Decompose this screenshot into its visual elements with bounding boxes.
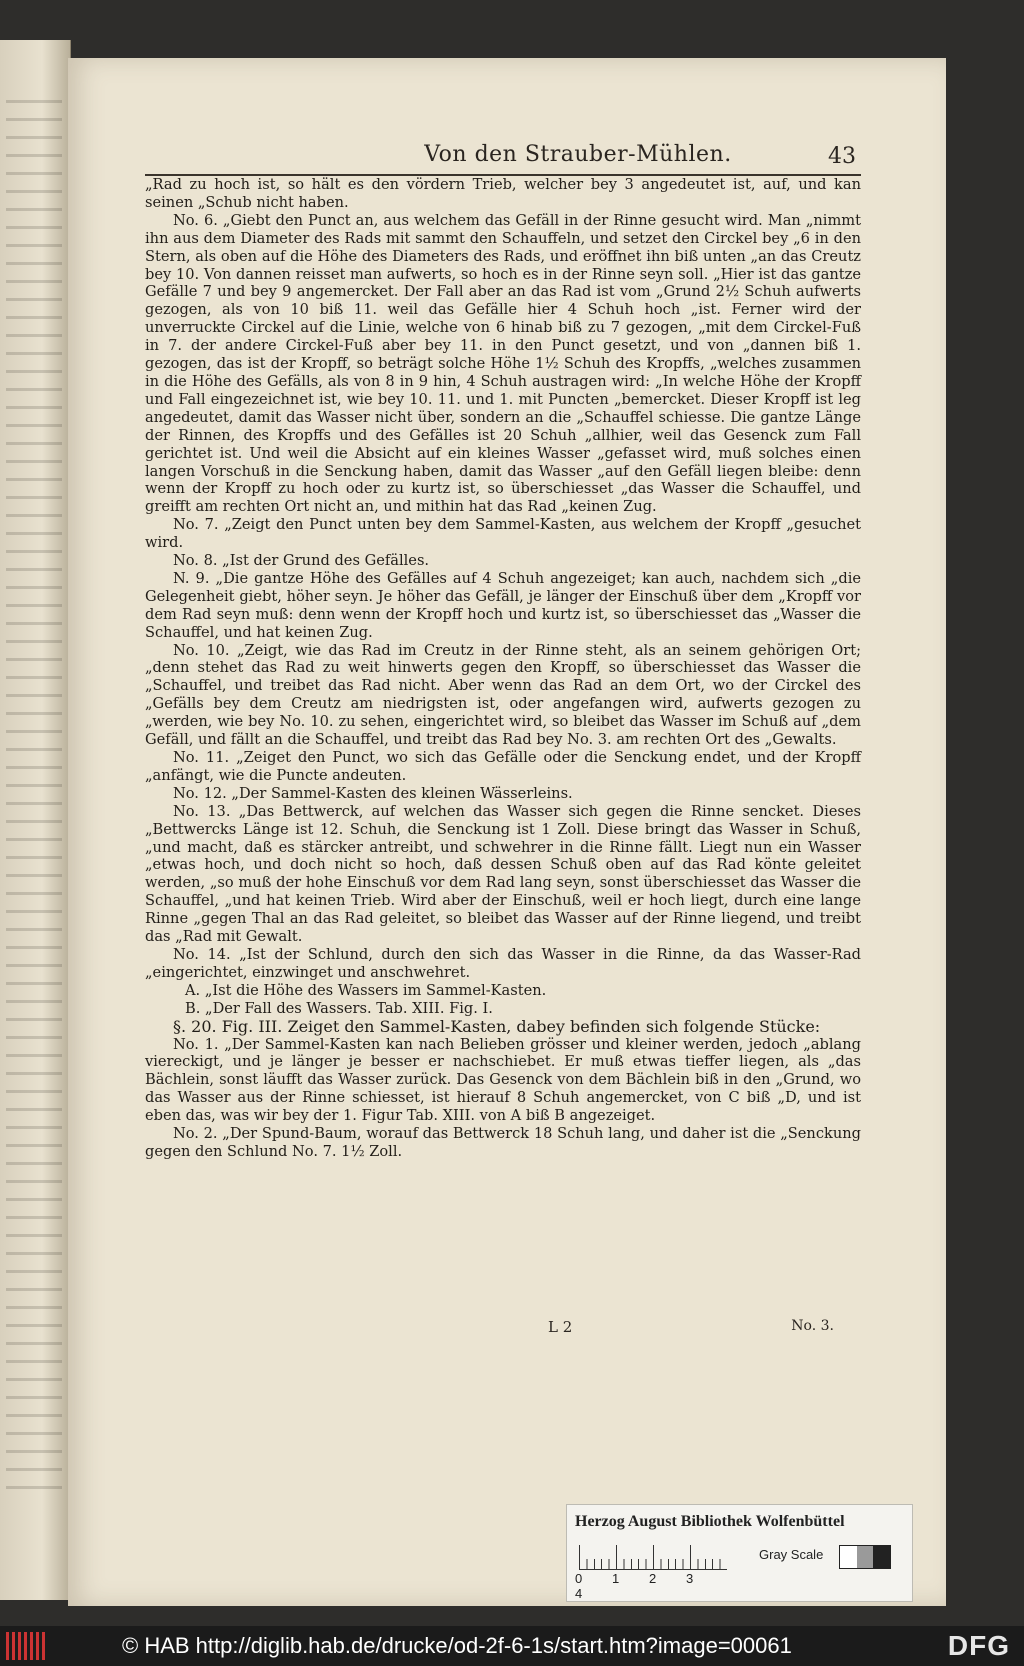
- scale-digit: 3: [686, 1571, 694, 1586]
- scale-digit: 0: [575, 1571, 583, 1586]
- dfg-logo: DFG: [947, 1630, 1010, 1661]
- paragraph-no-7: No. 7. „Zeigt den Punct unten bey dem Sammel-Kasten, aus welchem der Kropff „gesuchet wird.: [145, 516, 861, 552]
- grayscale-swatches: [839, 1545, 891, 1569]
- paragraph-no-8: No. 8. „Ist der Grund des Gefälles.: [173, 552, 430, 570]
- paragraph-no-1: No. 1. „Der Sammel-Kasten kan nach Belieben grösser und kleiner werden, jedoch „ablang viereckigt, und je länger je besser er nachschiebet. Er muß etwas tieffer liegen, als „das Bächlein, sonst läufft das Wasser zurück. Das Gesenck von dem Bächlein biß in den „Grund, wo das Wasser aus der Rinne schiesset, ist hierauf 8 Schuh angemercket, von C biß „D, und ist eben das, was wir bey der 1. Figur Tab. XIII. von A biß B angezeiget.: [145, 1035, 861, 1125]
- body-text: [145, 176, 861, 1161]
- page-number: 43: [828, 144, 856, 169]
- paragraph-no-11: No. 11. „Zeiget den Punct, wo sich das Gefälle oder die Senckung endet, und der Kropff „anfängt, wie die Puncte andeuten.: [145, 749, 861, 784]
- hab-logo-icon: [6, 1632, 46, 1660]
- signature-mark: L 2: [548, 1318, 573, 1336]
- paragraph-no-14: No. 14. „Ist der Schlund, durch den sich das Wasser in die Rinne, da das Wasser-Rad „eingerichtet, einzwinget und anschwehret.: [145, 945, 861, 981]
- viewer-footer: [0, 1626, 1024, 1666]
- gray-swatch: [873, 1546, 890, 1568]
- library-label: [566, 1504, 913, 1602]
- section-20-heading: §. 20. Fig. III. Zeiget den Sammel-Kasten, dabey befinden sich folgende Stücke:: [173, 1016, 821, 1036]
- running-head: Von den Strauber-Mühlen.: [424, 142, 732, 167]
- paragraph: „Rad zu hoch ist, so hält es den vördern Trieb, welcher bey 3 angedeutet ist, auf, und kan seinen „Schub nicht haben.: [145, 176, 861, 211]
- scale-ruler: [579, 1545, 727, 1570]
- paragraph-no-6: No. 6. „Giebt den Punct an, aus welchem das Gefäll in der Rinne gesucht wird. Man „nimmt ihn aus dem Diameter des Rads mit sammt den Schauffeln, und setzet den Circkel bey „6 in den Stern, als oben auf die Höhe des Diameters des Rads, und eröffnet ihn biß unten „an das Creutz bey 10. Von dannen reisset man aufwerts, so hoch es in der Rinne seyn soll. „Hier ist das gantze Gefälle 7 und bey 9 angemercket. Der Fall aber an das Rad ist vom „Grund 2½ Schuh aufwerts gezogen, als von 10 biß 11. weil das Gefälle hier 4 Schuh hoch „ist. Ferner wird der unverruckte Circkel auf die Linie, welche von 6 hinab biß zu 7 gezogen, „mit dem Circkel-Fuß in 7. der andere Circkel-Fuß aber bey 11. in den Punct gesetzt, und von „dannen biß 1. gezogen, das ist der Kropff, so beträgt solche Höhe 1½ Schuh des Kropffs, „welches zusammen in die Höhe des Gefälls, als von 8 in 9 hin, 4 Schuh austragen wird: „In welche Höhe der Kropff und Fall eingezeichnet ist, wie bey 10. 11. und 1. mit Puncten „bemercket. Dieser Kropff ist leg angedeutet, damit das Wasser nicht über, sondern an die „Schauffel schiesse. Die gantze Länge der Rinnen, des Kropffs und des Gefälles ist 20 Schuh „allhier, weil das Gesenck zum Fall gerichtet ist. Und weil die Absicht auf ein kleines Wasser „gefasset wird, muß solches einen langen Vorschuß in die Senckung haben, damit das Wasser „auf den Gefäll liegen bleibe: denn wenn der Kropff zu hoch oder zu kurtz ist, so überschiesset „das Wasser die Schauffel, und greifft am rechten Ort nicht an, und mithin hat das Rad „keinen Zug.: [145, 211, 861, 516]
- permalink-url[interactable]: © HAB http://diglib.hab.de/drucke/od-2f-6-1s/start.htm?image=00061: [122, 1633, 792, 1658]
- catchword: No. 3.: [791, 1318, 834, 1334]
- library-name: Herzog August Bibliothek Wolfenbüttel: [575, 1513, 845, 1530]
- scale-digit: 1: [612, 1571, 620, 1586]
- paragraph-no-10: No. 10. „Zeigt, wie das Rad im Creutz in der Rinne steht, als an seinem gehörigen Ort; „denn stehet das Rad zu weit hinwerts gegen den Kropff, so überschiesset das Wasser die „Schauffel, und treibet das Rad nicht. Aber wenn das Rad an dem Ort, wo der Circkel des „Gefälls bey dem Creutz am niedrigsten ist, oder angefangen wird, aufwerts gezogen zu „werden, wie bey No. 10. zu sehen, eingerichtet wird, so bleibet das Wasser im Schuß auf „dem Gefäll, und fällt an die Schauffel, und treibt das Rad bey No. 3. am rechten Ort des „Gewalts.: [145, 641, 861, 749]
- scale-digit: 4: [575, 1586, 583, 1601]
- gray-swatch: [840, 1546, 857, 1568]
- paragraph-no-12: No. 12. „Der Sammel-Kasten des kleinen Wässerleins.: [173, 784, 573, 802]
- paragraph-no-13: No. 13. „Das Bettwerck, auf welchen das Wasser sich gegen die Rinne sencket. Dieses „Bettwercks Länge ist 12. Schuh, die Senckung ist 1 Zoll. Diese bringt das Wasser in Schuß, „und macht, daß es stärcker antreibt, und schwehrer in die Rinne fällt. Liegt nun ein Wasser „etwas hoch, und doch nicht so hoch, daß dessen Schuß oben auf das Rad könte geleitet werden, „so muß der hohe Einschuß vor dem Rad lang seyn, sonst überschiesset das Wasser die Schauffel, „und hat keinen Trieb. Wird aber der Einschuß, weil er hoch liegt, durch eine lange Rinne „gegen Thal an das Rad geleitet, so bleibet das Wasser auf der Rinne liegend, und treibt das „Rad mit Gewalt.: [145, 802, 861, 946]
- gray-swatch: [857, 1546, 874, 1568]
- facing-page-text-fragment: [6, 100, 62, 1500]
- paragraph-b: B. „Der Fall des Wassers. Tab. XIII. Fig. I.: [185, 999, 493, 1017]
- paragraph-no-9: N. 9. „Die gantze Höhe des Gefälles auf 4 Schuh angezeiget; kan auch, nachdem sich „die Gelegenheit giebt, höher seyn. Je höher das Gefäll, je länger der Einschuß über dem „Kropff vor dem Rad seyn muß: denn wenn der Kropff hoch und kurtz ist, so überschiesset das „Wasser die Schauffel, und hat keinen Zug.: [145, 569, 861, 641]
- paragraph-a: A. „Ist die Höhe des Wassers im Sammel-Kasten.: [185, 981, 547, 999]
- paragraph-no-2: No. 2. „Der Spund-Baum, worauf das Bettwerck 18 Schuh lang, und daher ist die „Senckung gegen den Schlund No. 7. 1½ Zoll.: [145, 1125, 861, 1160]
- facing-page-edge: [0, 40, 71, 1600]
- document-page: [68, 58, 946, 1606]
- grayscale-label: Gray Scale: [759, 1547, 824, 1562]
- scale-digits: [575, 1571, 735, 1601]
- scale-digit: 2: [649, 1571, 657, 1586]
